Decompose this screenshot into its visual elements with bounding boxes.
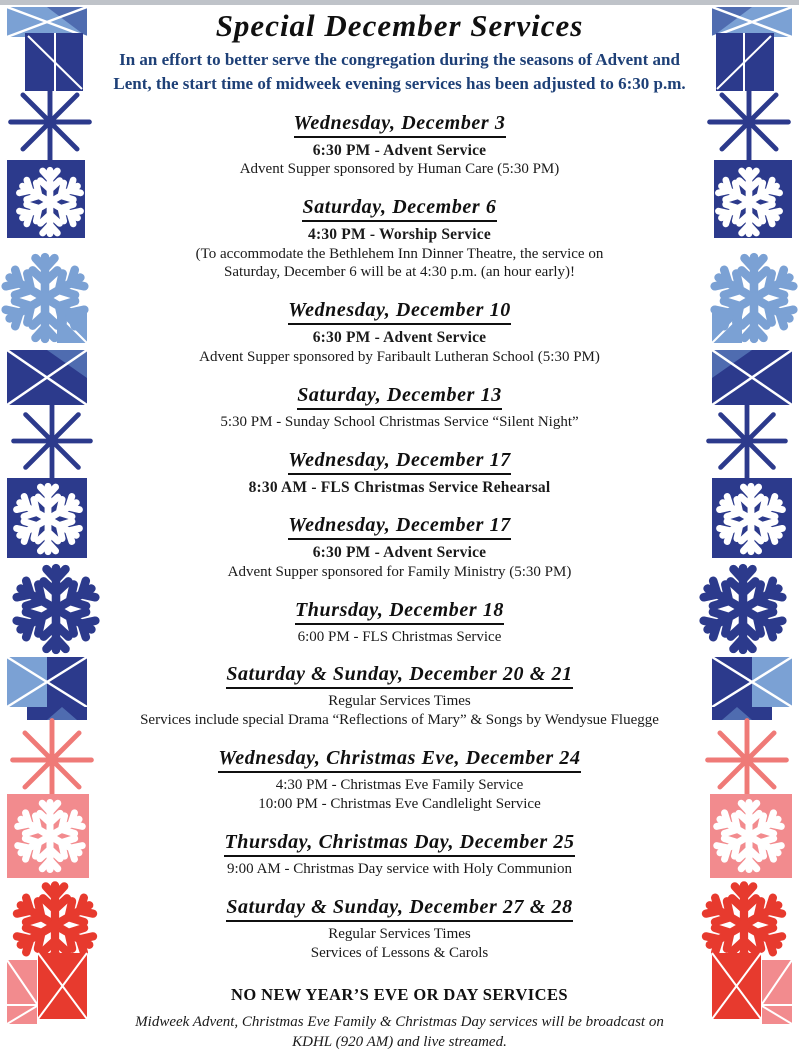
event-block — [103, 449, 696, 498]
event-heading: Wednesday, December 17 — [103, 514, 696, 540]
events-list — [103, 112, 696, 963]
event-block — [103, 896, 696, 963]
event-line: Services include special Drama “Reflections of Mary” & Songs by Wendysue Fluegge — [140, 712, 659, 729]
event-line: Advent Supper sponsored for Family Ministry (5:30 PM) — [227, 563, 572, 580]
event-line: Services of Lessons & Carols — [310, 944, 489, 961]
event-lines — [103, 860, 696, 879]
event-lines — [103, 478, 696, 498]
event-line: 4:30 PM - Worship Service — [308, 226, 491, 243]
event-block — [103, 831, 696, 879]
event-line: 10:00 PM - Christmas Eve Candlelight Service — [258, 796, 541, 813]
event-line: 5:30 PM - Sunday School Christmas Service “Silent Night” — [220, 413, 579, 430]
event-lines — [103, 413, 696, 432]
event-line: 6:30 PM - Advent Service — [312, 141, 487, 159]
right-quilt-border — [699, 5, 799, 1024]
event-heading: Saturday, December 6 — [103, 196, 696, 222]
event-heading: Wednesday, December 10 — [103, 299, 696, 325]
event-block — [103, 196, 696, 282]
event-block — [103, 663, 696, 730]
top-scan-strip — [0, 0, 799, 5]
event-lines — [103, 141, 696, 179]
event-line: 6:00 PM - FLS Christmas Service — [297, 628, 502, 645]
event-lines — [103, 328, 696, 366]
event-line: Regular Services Times — [328, 925, 471, 942]
event-block — [103, 747, 696, 814]
right-quilt-art — [699, 5, 799, 1024]
event-line: Regular Services Times — [328, 693, 471, 710]
event-block — [103, 514, 696, 581]
left-quilt-border — [0, 5, 100, 1024]
event-lines — [103, 692, 696, 730]
event-heading: Saturday & Sunday, December 20 & 21 — [103, 663, 696, 689]
event-lines — [103, 925, 696, 963]
event-block — [103, 299, 696, 366]
event-block — [103, 384, 696, 432]
event-line: 6:30 PM - Advent Service — [312, 544, 487, 562]
event-heading: Thursday, December 18 — [103, 599, 696, 625]
event-line: 6:30 PM - Advent Service — [312, 329, 487, 347]
broadcast-note-line2: KDHL (920 AM) and live streamed. — [292, 1033, 507, 1050]
event-line: Advent Supper sponsored by Human Care (5:30 PM) — [239, 161, 560, 178]
event-lines — [103, 225, 696, 282]
event-heading: Wednesday, December 3 — [103, 112, 696, 138]
event-block — [103, 112, 696, 179]
broadcast-note-line1: Midweek Advent, Christmas Eve Family & Christmas Day services will be broadcast on — [135, 1013, 664, 1030]
event-heading: Wednesday, December 17 — [103, 449, 696, 475]
event-heading: Saturday & Sunday, December 27 & 28 — [103, 896, 696, 922]
event-lines — [103, 543, 696, 581]
event-heading: Wednesday, Christmas Eve, December 24 — [103, 747, 696, 773]
footer — [103, 985, 696, 1052]
event-lines — [103, 776, 696, 814]
event-line: Advent Supper sponsored by Faribault Lutheran School (5:30 PM) — [199, 348, 600, 365]
event-heading: Thursday, Christmas Day, December 25 — [103, 831, 696, 857]
event-lines — [103, 628, 696, 647]
event-line: Saturday, December 6 will be at 4:30 p.m. (an hour early)! — [224, 264, 575, 281]
event-line: (To accommodate the Bethlehem Inn Dinner Theatre, the service on — [195, 245, 604, 262]
event-heading: Saturday, December 13 — [103, 384, 696, 410]
no-services-notice: NO NEW YEAR’S EVE OR DAY SERVICES — [231, 984, 568, 1004]
event-line: 9:00 AM - Christmas Day service with Holy Communion — [227, 860, 572, 877]
event-block — [103, 599, 696, 647]
intro-text: In an effort to better serve the congregation during the seasons of Advent and Lent, the start time of midweek evening services has been adjusted to 6:30 p.m. — [113, 50, 686, 93]
event-line: 4:30 PM - Christmas Eve Family Service — [275, 777, 524, 794]
flyer-content — [103, 8, 696, 1050]
left-quilt-art — [0, 5, 100, 1024]
page-title: Special December Services — [215, 8, 584, 43]
event-line: 8:30 AM - FLS Christmas Service Rehearsal — [248, 478, 551, 496]
